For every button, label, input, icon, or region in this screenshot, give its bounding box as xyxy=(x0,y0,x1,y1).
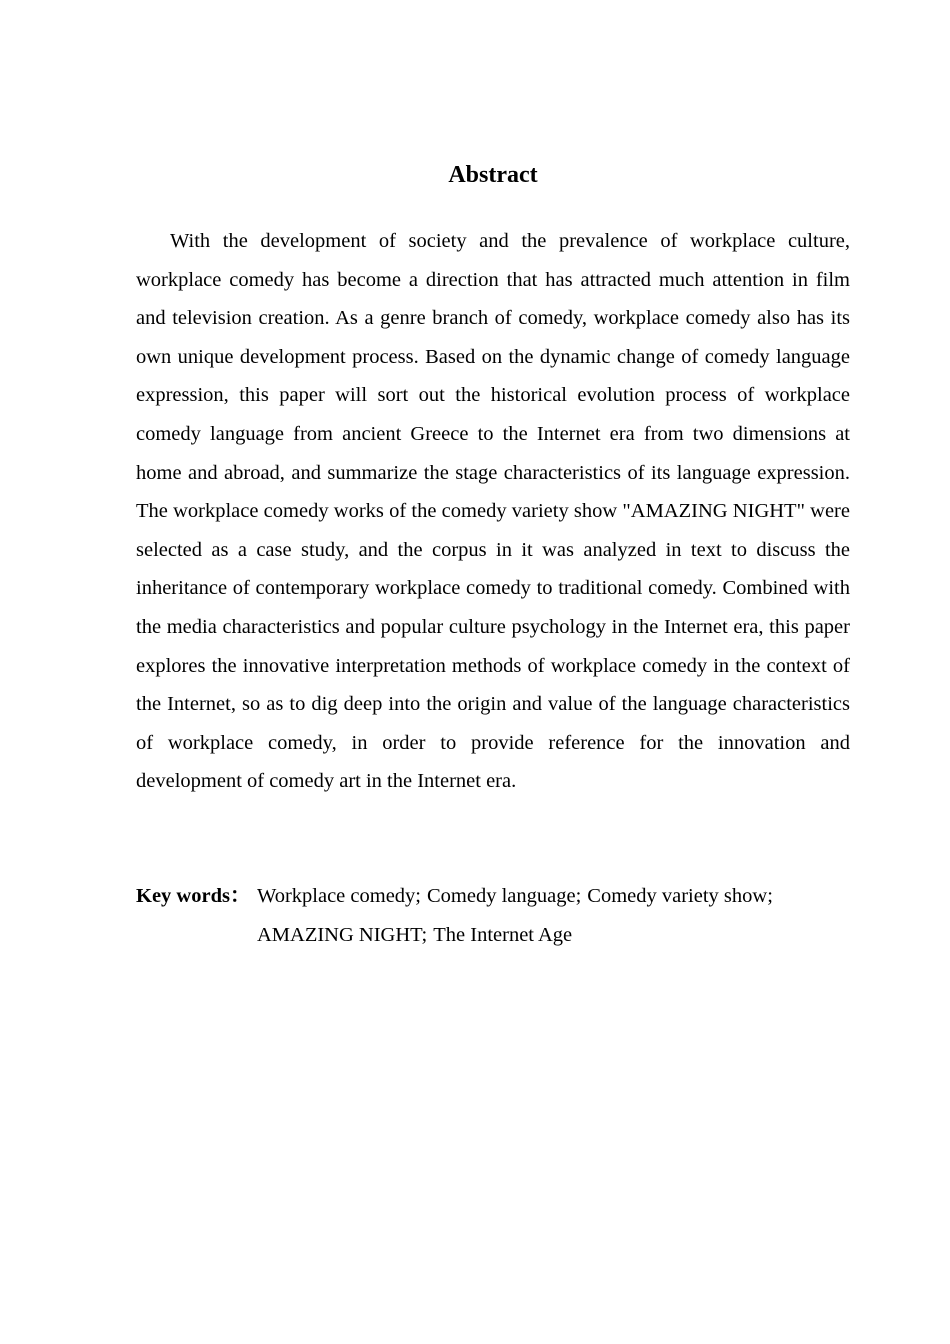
abstract-body: With the development of society and the prevalence of workplace culture, workplace comedy has become a direction that has attracted much attention in film and television creation. As a genre branch of comedy, workplace comedy also has its own unique development process. Based on the dynamic change of comedy language expression, this paper will sort out the historical evolution process of workplace comedy language from ancient Greece to the Internet era from two dimensions at home and abroad, and summarize the stage characteristics of its language expression. The workplace comedy works of the comedy variety show "AMAZING NIGHT" were selected as a case study, and the corpus in it was analyzed in text to discuss the inheritance of contemporary workplace comedy to traditional comedy. Combined with the media characteristics and popular culture psychology in the Internet era, this paper explores the innovative interpretation methods of workplace comedy in the context of the Internet, so as to dig deep into the origin and value of the language characteristics of workplace comedy, in order to provide reference for the innovation and development of comedy art in the Internet era. xyxy=(136,230,850,793)
keyword-item: The Internet Age xyxy=(433,923,573,946)
keyword-item: AMAZING NIGHT; xyxy=(257,923,428,946)
abstract-title: Abstract xyxy=(448,162,538,188)
keyword-item: Workplace comedy; xyxy=(257,885,421,907)
keyword-item: Comedy variety show; xyxy=(587,885,773,907)
keywords-list xyxy=(257,877,850,954)
keyword-item: Comedy language; xyxy=(427,885,582,907)
keywords-label: Key words： xyxy=(136,885,251,907)
keywords-section xyxy=(136,877,850,954)
